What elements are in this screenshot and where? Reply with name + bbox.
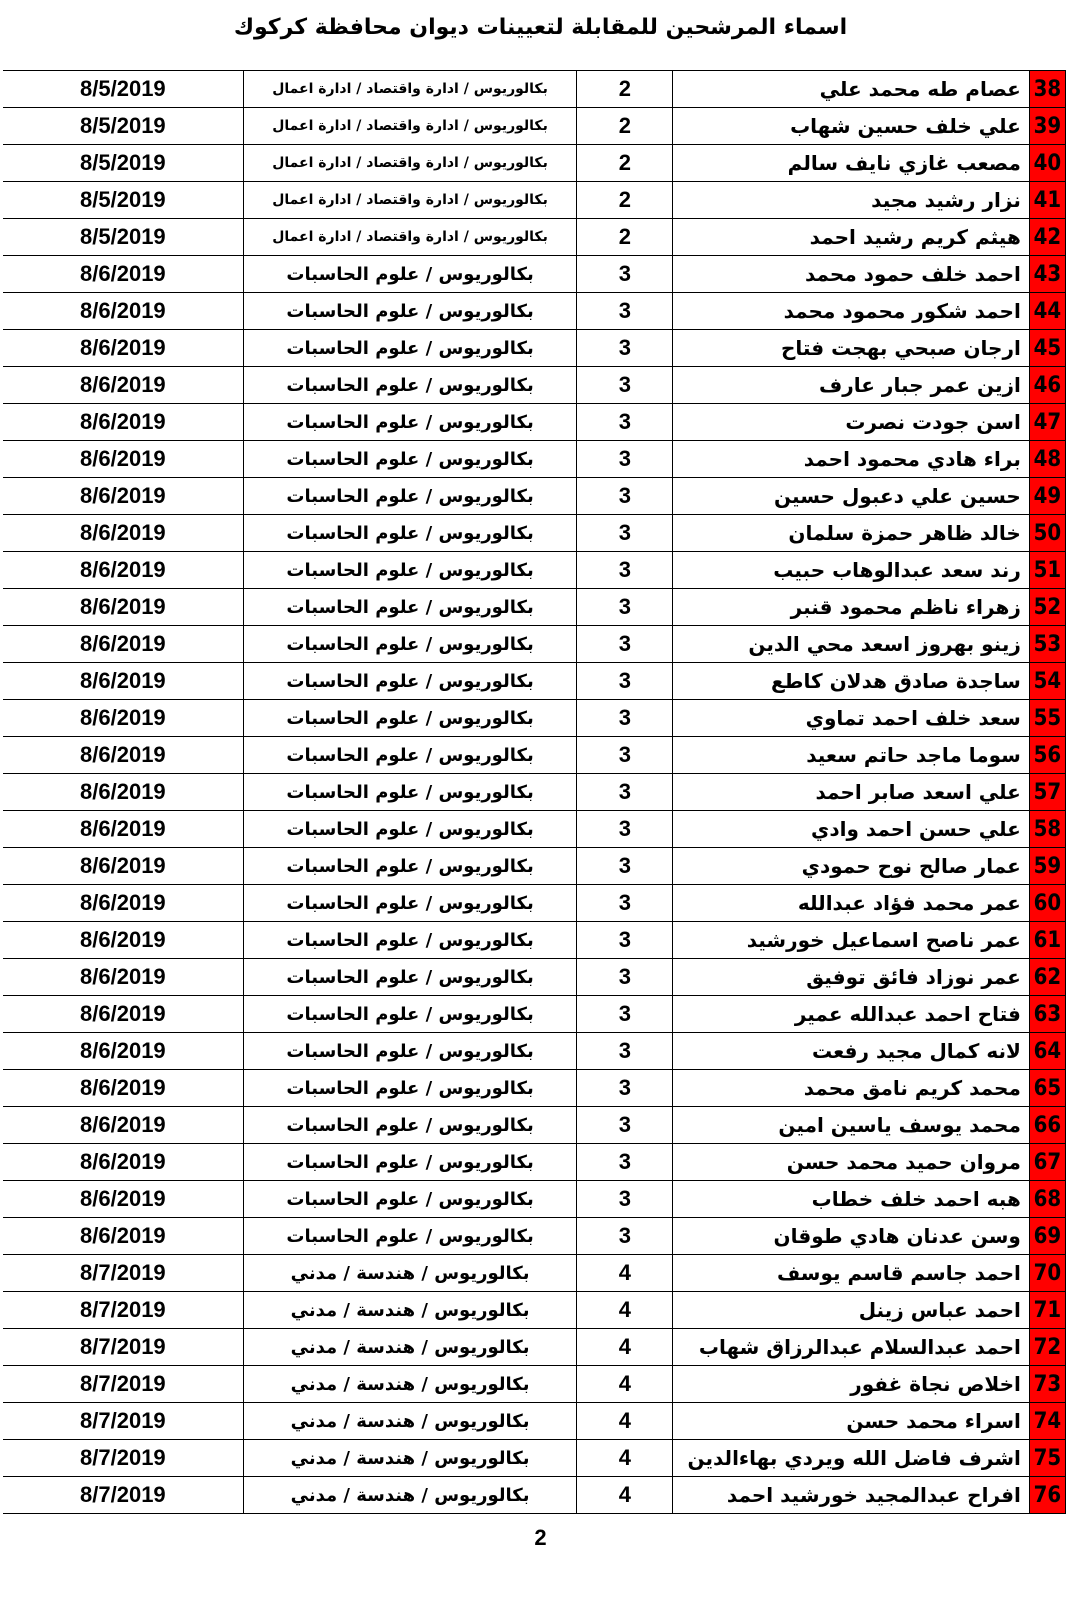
- candidate-name: وسن عدنان هادي طوقان: [673, 1218, 1029, 1255]
- row-number: 50: [1029, 515, 1065, 552]
- row-number: 73: [1029, 1366, 1065, 1403]
- table-row: [3, 404, 1066, 441]
- candidate-name: مروان حميد محمد حسن: [673, 1144, 1029, 1181]
- table-row: [3, 922, 1066, 959]
- interview-date: 8/6/2019: [3, 515, 243, 552]
- row-number: 55: [1029, 700, 1065, 737]
- table-row: [3, 330, 1066, 367]
- row-number: 65: [1029, 1070, 1065, 1107]
- table-row: [3, 1292, 1066, 1329]
- group-number: 3: [577, 848, 673, 885]
- table-row: [3, 663, 1066, 700]
- table-row: [3, 811, 1066, 848]
- row-number: 76: [1029, 1477, 1065, 1514]
- candidate-name: احمد شكور محمود محمد: [673, 293, 1029, 330]
- specialization: بكالوريوس / ادارة واقتصاد / ادارة اعمال: [243, 71, 577, 108]
- interview-date: 8/6/2019: [3, 663, 243, 700]
- interview-date: 8/6/2019: [3, 552, 243, 589]
- table-row: [3, 996, 1066, 1033]
- group-number: 3: [577, 441, 673, 478]
- specialization: بكالوريوس / ادارة واقتصاد / ادارة اعمال: [243, 108, 577, 145]
- candidate-name: احمد عبدالسلام عبدالرزاق شهاب: [673, 1329, 1029, 1366]
- specialization: بكالوريوس / هندسة / مدني: [243, 1255, 577, 1292]
- row-number: 67: [1029, 1144, 1065, 1181]
- specialization: بكالوريوس / علوم الحاسبات: [243, 626, 577, 663]
- row-number: 54: [1029, 663, 1065, 700]
- interview-date: 8/7/2019: [3, 1440, 243, 1477]
- interview-date: 8/5/2019: [3, 71, 243, 108]
- table-row: [3, 1255, 1066, 1292]
- table-row: [3, 1181, 1066, 1218]
- row-number: 66: [1029, 1107, 1065, 1144]
- group-number: 3: [577, 700, 673, 737]
- group-number: 3: [577, 996, 673, 1033]
- specialization: بكالوريوس / علوم الحاسبات: [243, 996, 577, 1033]
- row-number: 51: [1029, 552, 1065, 589]
- candidate-name: ساجدة صادق هدلان كاطع: [673, 663, 1029, 700]
- candidate-name: محمد يوسف ياسين امين: [673, 1107, 1029, 1144]
- interview-date: 8/6/2019: [3, 1218, 243, 1255]
- table-row: [3, 774, 1066, 811]
- group-number: 4: [577, 1329, 673, 1366]
- specialization: بكالوريوس / علوم الحاسبات: [243, 700, 577, 737]
- interview-date: 8/6/2019: [3, 478, 243, 515]
- candidate-name: اسن جودت نصرت: [673, 404, 1029, 441]
- row-number: 56: [1029, 737, 1065, 774]
- table-row: [3, 848, 1066, 885]
- group-number: 3: [577, 478, 673, 515]
- row-number: 43: [1029, 256, 1065, 293]
- group-number: 3: [577, 959, 673, 996]
- specialization: بكالوريوس / علوم الحاسبات: [243, 959, 577, 996]
- candidate-name: احمد خلف حمود محمد: [673, 256, 1029, 293]
- row-number: 49: [1029, 478, 1065, 515]
- interview-date: 8/6/2019: [3, 959, 243, 996]
- table-row: [3, 700, 1066, 737]
- candidate-name: هبه احمد خلف خطاب: [673, 1181, 1029, 1218]
- interview-date: 8/6/2019: [3, 441, 243, 478]
- table-row: [3, 1329, 1066, 1366]
- table-row: [3, 1403, 1066, 1440]
- group-number: 4: [577, 1477, 673, 1514]
- group-number: 2: [577, 219, 673, 256]
- interview-date: 8/6/2019: [3, 885, 243, 922]
- interview-date: 8/5/2019: [3, 145, 243, 182]
- group-number: 3: [577, 1033, 673, 1070]
- interview-date: 8/6/2019: [3, 404, 243, 441]
- interview-date: 8/6/2019: [3, 848, 243, 885]
- candidate-name: عمار صالح نوح حمودي: [673, 848, 1029, 885]
- specialization: بكالوريوس / علوم الحاسبات: [243, 330, 577, 367]
- group-number: 2: [577, 182, 673, 219]
- candidate-name: افراح عبدالمجيد خورشيد احمد: [673, 1477, 1029, 1514]
- group-number: 3: [577, 1144, 673, 1181]
- interview-date: 8/6/2019: [3, 1033, 243, 1070]
- group-number: 3: [577, 1070, 673, 1107]
- specialization: بكالوريوس / علوم الحاسبات: [243, 256, 577, 293]
- group-number: 3: [577, 589, 673, 626]
- table-row: [3, 293, 1066, 330]
- candidate-name: علي اسعد صابر احمد: [673, 774, 1029, 811]
- page-number: 2: [534, 1525, 547, 1550]
- interview-date: 8/5/2019: [3, 182, 243, 219]
- specialization: بكالوريوس / علوم الحاسبات: [243, 293, 577, 330]
- specialization: بكالوريوس / ادارة واقتصاد / ادارة اعمال: [243, 219, 577, 256]
- candidate-name: عصام طه محمد علي: [673, 71, 1029, 108]
- row-number: 61: [1029, 922, 1065, 959]
- specialization: بكالوريوس / علوم الحاسبات: [243, 1033, 577, 1070]
- specialization: بكالوريوس / علوم الحاسبات: [243, 515, 577, 552]
- row-number: 70: [1029, 1255, 1065, 1292]
- interview-date: 8/6/2019: [3, 700, 243, 737]
- candidate-name: محمد كريم نامق محمد: [673, 1070, 1029, 1107]
- candidate-name: خالد ظاهر حمزة سلمان: [673, 515, 1029, 552]
- specialization: بكالوريوس / علوم الحاسبات: [243, 441, 577, 478]
- interview-date: 8/6/2019: [3, 996, 243, 1033]
- table-row: [3, 182, 1066, 219]
- row-number: 41: [1029, 182, 1065, 219]
- group-number: 3: [577, 663, 673, 700]
- candidates-table-body: [3, 71, 1066, 1514]
- candidate-name: سعد خلف احمد تماوي: [673, 700, 1029, 737]
- specialization: بكالوريوس / علوم الحاسبات: [243, 404, 577, 441]
- candidate-name: عمر ناصح اسماعيل خورشيد: [673, 922, 1029, 959]
- interview-date: 8/6/2019: [3, 330, 243, 367]
- table-row: [3, 441, 1066, 478]
- candidate-name: هيثم كريم رشيد احمد: [673, 219, 1029, 256]
- row-number: 58: [1029, 811, 1065, 848]
- row-number: 39: [1029, 108, 1065, 145]
- specialization: بكالوريوس / هندسة / مدني: [243, 1440, 577, 1477]
- candidate-name: سوما ماجد حاتم سعيد: [673, 737, 1029, 774]
- group-number: 2: [577, 108, 673, 145]
- row-number: 57: [1029, 774, 1065, 811]
- row-number: 60: [1029, 885, 1065, 922]
- group-number: 2: [577, 71, 673, 108]
- group-number: 4: [577, 1292, 673, 1329]
- group-number: 3: [577, 737, 673, 774]
- candidate-name: زينو بهروز اسعد محي الدين: [673, 626, 1029, 663]
- row-number: 44: [1029, 293, 1065, 330]
- candidate-name: علي حسن احمد وادي: [673, 811, 1029, 848]
- interview-date: 8/7/2019: [3, 1477, 243, 1514]
- group-number: 3: [577, 404, 673, 441]
- row-number: 52: [1029, 589, 1065, 626]
- interview-date: 8/7/2019: [3, 1329, 243, 1366]
- table-row: [3, 256, 1066, 293]
- group-number: 3: [577, 367, 673, 404]
- table-row: [3, 1366, 1066, 1403]
- specialization: بكالوريوس / علوم الحاسبات: [243, 1070, 577, 1107]
- candidate-name: علي خلف حسين شهاب: [673, 108, 1029, 145]
- specialization: بكالوريوس / علوم الحاسبات: [243, 848, 577, 885]
- interview-date: 8/6/2019: [3, 293, 243, 330]
- table-row: [3, 737, 1066, 774]
- row-number: 42: [1029, 219, 1065, 256]
- group-number: 4: [577, 1440, 673, 1477]
- candidate-name: نزار رشيد مجيد: [673, 182, 1029, 219]
- interview-date: 8/6/2019: [3, 256, 243, 293]
- interview-date: 8/7/2019: [3, 1403, 243, 1440]
- row-number: 72: [1029, 1329, 1065, 1366]
- specialization: بكالوريوس / علوم الحاسبات: [243, 922, 577, 959]
- candidate-name: ارجان صبحي بهجت فتاح: [673, 330, 1029, 367]
- group-number: 3: [577, 885, 673, 922]
- group-number: 3: [577, 293, 673, 330]
- specialization: بكالوريوس / علوم الحاسبات: [243, 1107, 577, 1144]
- specialization: بكالوريوس / هندسة / مدني: [243, 1366, 577, 1403]
- candidate-name: احمد جاسم قاسم يوسف: [673, 1255, 1029, 1292]
- table-row: [3, 885, 1066, 922]
- interview-date: 8/6/2019: [3, 1107, 243, 1144]
- table-row: [3, 589, 1066, 626]
- table-row: [3, 108, 1066, 145]
- group-number: 3: [577, 515, 673, 552]
- table-row: [3, 71, 1066, 108]
- interview-date: 8/6/2019: [3, 811, 243, 848]
- row-number: 48: [1029, 441, 1065, 478]
- table-row: [3, 959, 1066, 996]
- group-number: 3: [577, 1181, 673, 1218]
- interview-date: 8/7/2019: [3, 1255, 243, 1292]
- table-row: [3, 552, 1066, 589]
- row-number: 63: [1029, 996, 1065, 1033]
- table-row: [3, 1218, 1066, 1255]
- table-row: [3, 1440, 1066, 1477]
- table-row: [3, 1033, 1066, 1070]
- row-number: 64: [1029, 1033, 1065, 1070]
- row-number: 38: [1029, 71, 1065, 108]
- candidate-name: لانه كمال مجيد رفعت: [673, 1033, 1029, 1070]
- group-number: 4: [577, 1403, 673, 1440]
- candidate-name: زهراء ناظم محمود قنبر: [673, 589, 1029, 626]
- interview-date: 8/6/2019: [3, 367, 243, 404]
- specialization: بكالوريوس / هندسة / مدني: [243, 1329, 577, 1366]
- specialization: بكالوريوس / علوم الحاسبات: [243, 811, 577, 848]
- row-number: 62: [1029, 959, 1065, 996]
- specialization: بكالوريوس / علوم الحاسبات: [243, 1218, 577, 1255]
- specialization: بكالوريوس / علوم الحاسبات: [243, 737, 577, 774]
- specialization: بكالوريوس / علوم الحاسبات: [243, 774, 577, 811]
- table-row: [3, 367, 1066, 404]
- interview-date: 8/6/2019: [3, 1144, 243, 1181]
- candidate-name: ازين عمر جبار عارف: [673, 367, 1029, 404]
- specialization: بكالوريوس / علوم الحاسبات: [243, 478, 577, 515]
- interview-date: 8/6/2019: [3, 626, 243, 663]
- row-number: 69: [1029, 1218, 1065, 1255]
- group-number: 3: [577, 1107, 673, 1144]
- specialization: بكالوريوس / علوم الحاسبات: [243, 367, 577, 404]
- group-number: 3: [577, 330, 673, 367]
- specialization: بكالوريوس / علوم الحاسبات: [243, 885, 577, 922]
- specialization: بكالوريوس / علوم الحاسبات: [243, 1181, 577, 1218]
- table-row: [3, 1107, 1066, 1144]
- table-row: [3, 626, 1066, 663]
- interview-date: 8/6/2019: [3, 589, 243, 626]
- group-number: 4: [577, 1366, 673, 1403]
- row-number: 59: [1029, 848, 1065, 885]
- table-row: [3, 219, 1066, 256]
- row-number: 74: [1029, 1403, 1065, 1440]
- row-number: 45: [1029, 330, 1065, 367]
- candidates-table: [3, 70, 1066, 1514]
- interview-date: 8/5/2019: [3, 108, 243, 145]
- group-number: 2: [577, 145, 673, 182]
- group-number: 3: [577, 1218, 673, 1255]
- specialization: بكالوريوس / هندسة / مدني: [243, 1403, 577, 1440]
- specialization: بكالوريوس / علوم الحاسبات: [243, 589, 577, 626]
- specialization: بكالوريوس / هندسة / مدني: [243, 1477, 577, 1514]
- interview-date: 8/7/2019: [3, 1292, 243, 1329]
- interview-date: 8/6/2019: [3, 1181, 243, 1218]
- candidate-name: اخلاص نجاة غفور: [673, 1366, 1029, 1403]
- specialization: بكالوريوس / ادارة واقتصاد / ادارة اعمال: [243, 182, 577, 219]
- row-number: 40: [1029, 145, 1065, 182]
- candidate-name: اسراء محمد حسن: [673, 1403, 1029, 1440]
- row-number: 68: [1029, 1181, 1065, 1218]
- candidate-name: مصعب غازي نايف سالم: [673, 145, 1029, 182]
- specialization: بكالوريوس / علوم الحاسبات: [243, 663, 577, 700]
- group-number: 3: [577, 552, 673, 589]
- candidate-name: حسين علي دعبول حسين: [673, 478, 1029, 515]
- candidate-name: احمد عباس زينل: [673, 1292, 1029, 1329]
- group-number: 3: [577, 811, 673, 848]
- table-row: [3, 1477, 1066, 1514]
- table-row: [3, 145, 1066, 182]
- table-row: [3, 478, 1066, 515]
- row-number: 53: [1029, 626, 1065, 663]
- candidate-name: فتاح احمد عبدالله عمير: [673, 996, 1029, 1033]
- group-number: 3: [577, 922, 673, 959]
- row-number: 46: [1029, 367, 1065, 404]
- row-number: 47: [1029, 404, 1065, 441]
- interview-date: 8/6/2019: [3, 737, 243, 774]
- candidate-name: براء هادي محمود احمد: [673, 441, 1029, 478]
- interview-date: 8/6/2019: [3, 774, 243, 811]
- specialization: بكالوريوس / علوم الحاسبات: [243, 552, 577, 589]
- interview-date: 8/5/2019: [3, 219, 243, 256]
- candidate-name: رند سعد عبدالوهاب حبيب: [673, 552, 1029, 589]
- table-row: [3, 1070, 1066, 1107]
- group-number: 4: [577, 1255, 673, 1292]
- group-number: 3: [577, 256, 673, 293]
- interview-date: 8/6/2019: [3, 1070, 243, 1107]
- candidate-name: عمر محمد فؤاد عبدالله: [673, 885, 1029, 922]
- interview-date: 8/6/2019: [3, 922, 243, 959]
- interview-date: 8/7/2019: [3, 1366, 243, 1403]
- group-number: 3: [577, 774, 673, 811]
- candidate-name: اشرف فاضل الله ويردي بهاءالدين: [673, 1440, 1029, 1477]
- candidate-name: عمر نوزاد فائق توفيق: [673, 959, 1029, 996]
- specialization: بكالوريوس / ادارة واقتصاد / ادارة اعمال: [243, 145, 577, 182]
- specialization: بكالوريوس / هندسة / مدني: [243, 1292, 577, 1329]
- table-row: [3, 1144, 1066, 1181]
- row-number: 75: [1029, 1440, 1065, 1477]
- row-number: 71: [1029, 1292, 1065, 1329]
- page-title: اسماء المرشحين للمقابلة لتعيينات ديوان محافظة كركوك: [233, 15, 848, 40]
- table-row: [3, 515, 1066, 552]
- specialization: بكالوريوس / علوم الحاسبات: [243, 1144, 577, 1181]
- group-number: 3: [577, 626, 673, 663]
